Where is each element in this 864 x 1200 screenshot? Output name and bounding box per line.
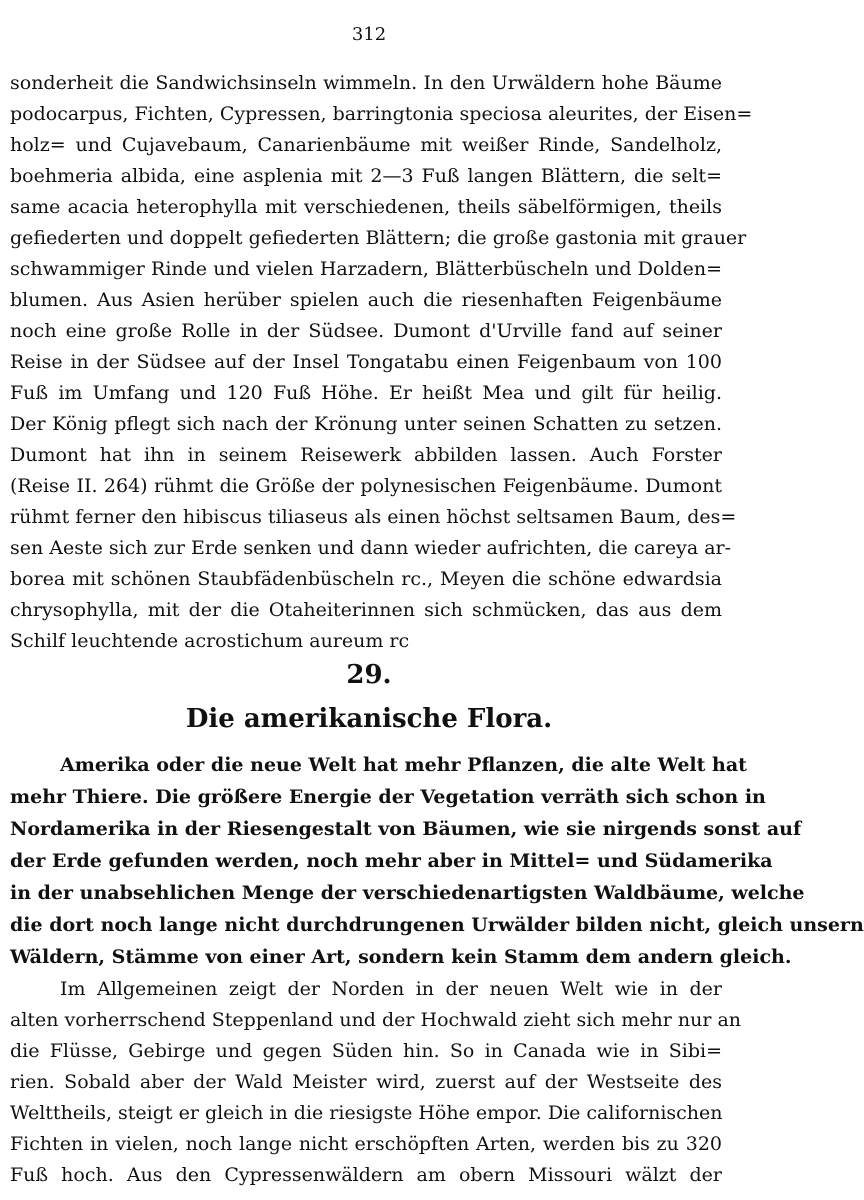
section-title: Die amerikanische Flora. — [185, 704, 553, 734]
text-line: borea mit schönen Staubfädenbüscheln rc., Meyen die schöne edwardsia — [10, 568, 722, 590]
text-line: rien. Sobald aber der Wald Meister wird, zuerst auf der Westseite des — [10, 1071, 722, 1093]
text-line: Amerika oder die neue Welt hat mehr Pflanzen, die alte Welt hat — [60, 754, 747, 776]
text-line: holz= und Cujavebaum, Canarienbäume mit weißer Rinde, Sandelholz, — [10, 134, 722, 156]
text-line: Fuß im Umfang und 120 Fuß Höhe. Er heißt Mea und gilt für heilig. — [10, 382, 722, 404]
text-line: (Reise II. 264) rühmt die Größe der polynesischen Feigenbäume. Dumont — [10, 475, 722, 497]
text-line: same acacia heterophylla mit verschiedenen, theils säbelförmigen, theils — [10, 196, 722, 218]
text-line: Welttheils, steigt er gleich in die riesigste Höhe empor. Die californischen — [10, 1102, 723, 1124]
section-number: 29. — [346, 660, 392, 690]
text-line: in der unabsehlichen Menge der verschiedenartigsten Waldbäume, welche — [10, 882, 805, 904]
text-line: rühmt ferner den hibiscus tiliaseus als einen höchst seltsamen Baum, des= — [10, 506, 737, 528]
text-line: Dumont hat ihn in seinem Reisewerk abbilden lassen. Auch Forster — [10, 444, 722, 466]
text-line: chrysophylla, mit der die Otaheiterinnen sich schmücken, das aus dem — [10, 599, 722, 621]
text-line: die Flüsse, Gebirge und gegen Süden hin. So in Canada wie in Sibi= — [10, 1040, 722, 1062]
text-line: podocarpus, Fichten, Cypressen, barringtonia speciosa aleurites, der Eisen= — [10, 103, 753, 125]
text-line: boehmeria albida, eine asplenia mit 2—3 Fuß langen Blättern, die selt= — [10, 165, 722, 187]
text-line: Im Allgemeinen zeigt der Norden in der neuen Welt wie in der — [60, 978, 722, 1000]
text-line: sonderheit die Sandwichsinseln wimmeln. In den Urwäldern hohe Bäume — [10, 72, 722, 94]
text-line: der Erde gefunden werden, noch mehr aber in Mittel= und Südamerika — [10, 850, 773, 872]
text-line: noch eine große Rolle in der Südsee. Dumont d'Urville fand auf seiner — [10, 320, 722, 342]
text-line: schwammiger Rinde und vielen Harzadern, Blätterbüscheln und Dolden= — [10, 258, 722, 280]
text-line: die dort noch lange nicht durchdrungenen Urwälder bilden nicht, gleich unsern — [10, 914, 864, 936]
text-line: Reise in der Südsee auf der Insel Tongatabu einen Feigenbaum von 100 — [10, 351, 722, 373]
text-line: alten vorherrschend Steppenland und der Hochwald zieht sich mehr nur an — [10, 1009, 742, 1031]
text-line: Schilf leuchtende acrostichum aureum rc — [10, 630, 410, 652]
page-number: 312 — [351, 24, 387, 45]
text-line: blumen. Aus Asien herüber spielen auch die riesenhaften Feigenbäume — [10, 289, 722, 311]
text-line: mehr Thiere. Die größere Energie der Vegetation verräth sich schon in — [10, 786, 766, 808]
text-line: Fuß hoch. Aus den Cypressenwäldern am obern Missouri wälzt der — [10, 1164, 722, 1186]
text-line: Fichten in vielen, noch lange nicht erschöpften Arten, werden bis zu 320 — [10, 1133, 722, 1155]
text-line: sen Aeste sich zur Erde senken und dann wieder aufrichten, die careya ar- — [10, 537, 732, 559]
text-line: gefiederten und doppelt gefiederten Blättern; die große gastonia mit grauer — [10, 227, 747, 249]
text-line: Der König pflegt sich nach der Krönung unter seinen Schatten zu setzen. — [10, 413, 722, 435]
text-line: Wäldern, Stämme von einer Art, sondern kein Stamm dem andern gleich. — [10, 946, 792, 968]
text-line: Nordamerika in der Riesengestalt von Bäumen, wie sie nirgends sonst auf — [10, 818, 802, 840]
